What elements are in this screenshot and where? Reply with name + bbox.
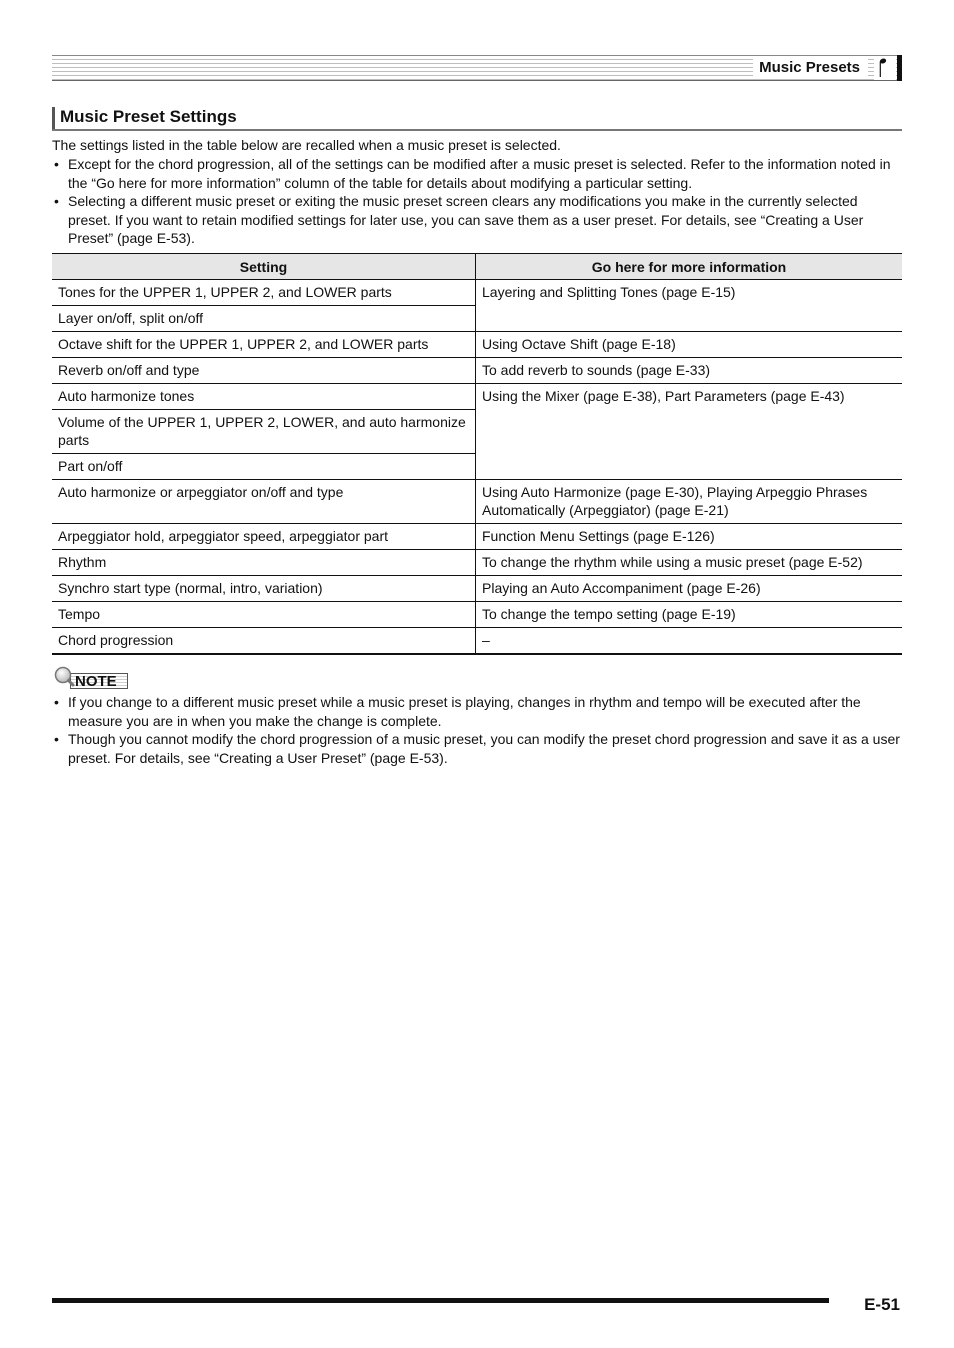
table-row (52, 358, 902, 384)
setting-cell: Auto harmonize tones (52, 384, 476, 410)
list-item (52, 693, 902, 730)
list-item-text: Except for the chord progression, all of the settings can be modified after a music preset is selected. Refer to the information noted in the “Go here for more information” column of the table for details about modifying a particular setting. (68, 156, 891, 191)
table-row (52, 480, 902, 524)
list-item (52, 192, 902, 248)
column-header-setting: Setting (52, 254, 476, 280)
setting-cell: Part on/off (52, 454, 476, 480)
footer-rule (52, 1298, 829, 1303)
info-cell: Using Octave Shift (page E-18) (476, 332, 903, 358)
info-cell: To change the tempo setting (page E-19) (476, 602, 903, 628)
bullet-marker: • (54, 156, 59, 172)
setting-cell: Tones for the UPPER 1, UPPER 2, and LOWER parts (52, 280, 476, 306)
setting-cell: Chord progression (52, 628, 476, 655)
page-header (52, 55, 902, 81)
table-row (52, 384, 902, 410)
list-item-text: If you change to a different music preset while a music preset is playing, changes in rhythm and tempo will be executed after the measure you are in when you make the change is complete. (68, 694, 861, 729)
settings-table (52, 253, 902, 655)
table-header-row (52, 254, 902, 280)
table-row (52, 280, 902, 306)
setting-cell: Arpeggiator hold, arpeggiator speed, arpeggiator part (52, 524, 476, 550)
settings-bullet-list (52, 155, 902, 248)
setting-cell: Rhythm (52, 550, 476, 576)
setting-cell: Octave shift for the UPPER 1, UPPER 2, and LOWER parts (52, 332, 476, 358)
header-edge-bar (897, 55, 902, 81)
setting-cell: Auto harmonize or arpeggiator on/off and type (52, 480, 476, 524)
table-row (52, 628, 902, 655)
section-title: Music Preset Settings (60, 107, 237, 126)
bullet-marker: • (54, 731, 59, 747)
note-bullet-list (52, 693, 902, 767)
page-number: E-51 (864, 1295, 900, 1314)
setting-cell: Reverb on/off and type (52, 358, 476, 384)
info-cell: To add reverb to sounds (page E-33) (476, 358, 903, 384)
list-item (52, 730, 902, 767)
table-row (52, 576, 902, 602)
bullet-marker: • (54, 193, 59, 209)
list-item-text: Selecting a different music preset or exiting the music preset screen clears any modifications you make in the currently selected preset. If you want to retain modified settings for later use, you can save them as a user preset. For details, see “Creating a User Preset” (page E-53). (68, 193, 864, 246)
info-cell: Function Menu Settings (page E-126) (476, 524, 903, 550)
table-row (52, 332, 902, 358)
intro-paragraph: The settings listed in the table below are recalled when a music preset is selected. (52, 137, 561, 153)
list-item-text: Though you cannot modify the chord progression of a music preset, you can modify the preset chord progression and save it as a user preset. For details, see “Creating a User Preset” (page E-53). (68, 731, 900, 766)
table-row (52, 550, 902, 576)
bullet-marker: • (54, 694, 59, 710)
table-row (52, 602, 902, 628)
setting-cell: Synchro start type (normal, intro, variation) (52, 576, 476, 602)
list-item (52, 155, 902, 192)
info-cell: Playing an Auto Accompaniment (page E-26) (476, 576, 903, 602)
section-heading (52, 105, 902, 131)
music-note-icon (874, 56, 896, 80)
table-row (52, 524, 902, 550)
info-cell: Using the Mixer (page E-38), Part Parameters (page E-43) (476, 384, 903, 480)
info-cell: Using Auto Harmonize (page E-30), Playing Arpeggio Phrases Automatically (Arpeggiator) (page E-21) (476, 480, 903, 524)
info-cell: To change the rhythm while using a music preset (page E-52) (476, 550, 903, 576)
setting-cell: Tempo (52, 602, 476, 628)
setting-cell: Volume of the UPPER 1, UPPER 2, LOWER, and auto harmonize parts (52, 410, 476, 454)
setting-cell: Layer on/off, split on/off (52, 306, 476, 332)
note-badge (53, 666, 133, 692)
info-cell: Layering and Splitting Tones (page E-15) (476, 280, 903, 332)
note-label: NOTE (75, 673, 117, 690)
info-cell: – (476, 628, 903, 655)
column-header-info: Go here for more information (476, 254, 903, 280)
heading-accent-bar (52, 107, 55, 129)
header-title: Music Presets (753, 59, 868, 77)
